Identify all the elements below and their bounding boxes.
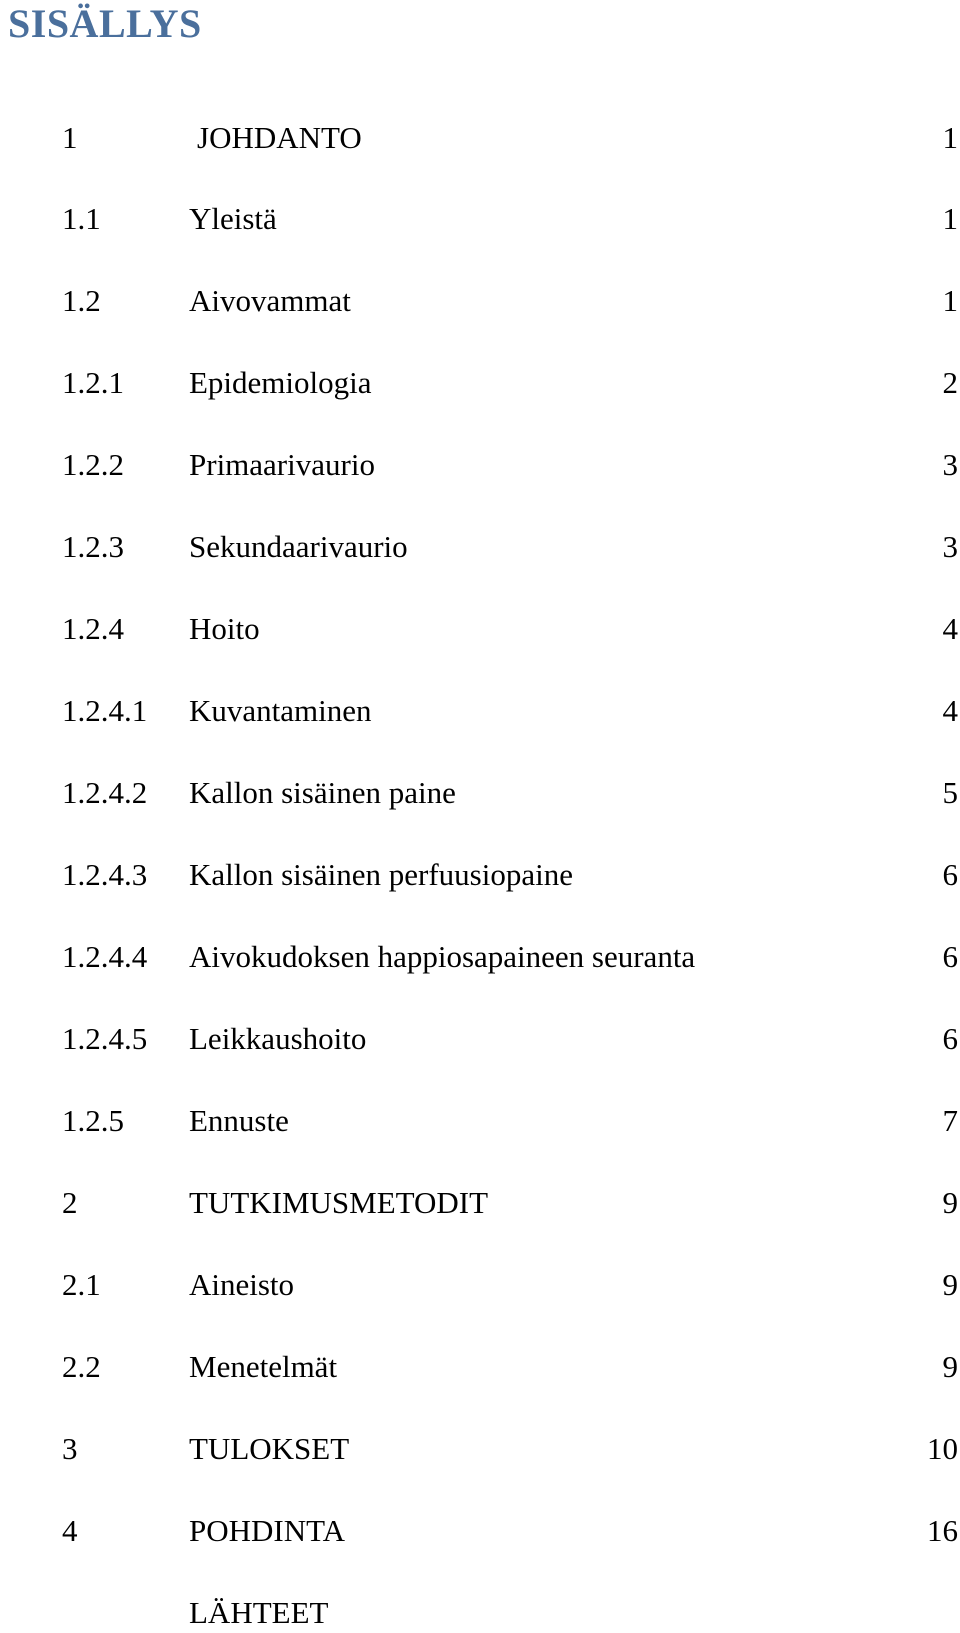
toc-entry-number: 4 xyxy=(62,1513,78,1548)
toc-entry-page: 4 xyxy=(942,611,958,646)
toc-entry-page: 1 xyxy=(942,283,958,318)
toc-entry-title: TUTKIMUSMETODIT xyxy=(189,1185,489,1220)
toc-entry-number: 2 xyxy=(62,1185,78,1220)
toc-entry-sekundaarivaurio[interactable] xyxy=(0,527,960,567)
toc-entry-leikkaushoito[interactable] xyxy=(0,1019,960,1059)
toc-entry-aivovammat[interactable] xyxy=(0,281,960,321)
toc-entry-title: TULOKSET xyxy=(189,1431,350,1466)
toc-entry-perfuusiopaine[interactable] xyxy=(0,855,960,895)
toc-entry-title: Aineisto xyxy=(189,1267,295,1302)
toc-entry-title: POHDINTA xyxy=(189,1513,345,1548)
toc-entry-title: Aivokudoksen happiosapaineen seuranta xyxy=(189,939,696,974)
toc-entry-tutkimusmetodit[interactable] xyxy=(0,1183,960,1223)
toc-entry-page: 9 xyxy=(942,1349,958,1384)
toc-entry-title: Aivovammat xyxy=(189,283,351,318)
toc-entry-title: Hoito xyxy=(189,611,260,646)
toc-entry-primaarivaurio[interactable] xyxy=(0,445,960,485)
toc-entry-title: Ennuste xyxy=(189,1103,289,1138)
toc-entry-page: 6 xyxy=(942,857,958,892)
toc-entry-number: 1.2 xyxy=(62,283,101,318)
toc-entry-number: 1.2.4.4 xyxy=(62,939,148,974)
toc-entry-title: JOHDANTO xyxy=(197,120,362,155)
toc-entry-number: 1.2.3 xyxy=(62,529,124,564)
toc-entry-happiosapaine[interactable] xyxy=(0,937,960,977)
toc-entry-title: Kuvantaminen xyxy=(189,693,372,728)
toc-entry-title: Primaarivaurio xyxy=(189,447,375,482)
toc-entry-title: Kallon sisäinen paine xyxy=(189,775,456,810)
toc-entry-page: 1 xyxy=(942,201,958,236)
toc-entry-title: Menetelmät xyxy=(189,1349,338,1384)
toc-entry-ennuste[interactable] xyxy=(0,1101,960,1141)
toc-entry-title: LÄHTEET xyxy=(189,1595,329,1630)
toc-entry-hoito[interactable] xyxy=(0,609,960,649)
page-title: SISÄLLYS xyxy=(8,1,202,46)
toc-entry-number: 1.2.4.5 xyxy=(62,1021,148,1056)
toc-entry-number: 1.2.1 xyxy=(62,365,124,400)
toc-entry-number: 1.2.4.3 xyxy=(62,857,148,892)
toc-entry-page: 16 xyxy=(927,1513,958,1548)
toc-entry-number: 1 xyxy=(62,120,78,155)
toc-entry-number: 1.2.2 xyxy=(62,447,124,482)
toc-entry-number: 3 xyxy=(62,1431,78,1466)
toc-entry-epidemiologia[interactable] xyxy=(0,363,960,403)
toc-entry-title: Kallon sisäinen perfuusiopaine xyxy=(189,857,573,892)
toc-entry-page: 4 xyxy=(942,693,958,728)
toc-entry-page: 1 xyxy=(942,120,958,155)
toc-entry-number: 2.2 xyxy=(62,1349,101,1384)
toc-entry-title: Epidemiologia xyxy=(189,365,372,400)
toc-entry-page: 9 xyxy=(942,1185,958,1220)
toc-entry-page: 3 xyxy=(942,447,958,482)
toc-entry-number: 1.1 xyxy=(62,201,101,236)
toc-entry-kuvantaminen[interactable] xyxy=(0,691,960,731)
toc-entry-kallon-sisainen-paine[interactable] xyxy=(0,773,960,813)
toc-entry-number: 1.2.4.2 xyxy=(62,775,148,810)
toc-entry-tulokset[interactable] xyxy=(0,1429,960,1469)
toc-entry-page: 6 xyxy=(942,1021,958,1056)
toc-entry-number: 1.2.4.1 xyxy=(62,693,148,728)
toc-entry-page: 7 xyxy=(942,1103,958,1138)
toc-entry-number: 1.2.4 xyxy=(62,611,124,646)
toc-entry-page: 10 xyxy=(927,1431,958,1466)
toc-entry-page: 6 xyxy=(942,939,958,974)
toc-entry-title: Leikkaushoito xyxy=(189,1021,367,1056)
toc-entry-title: Sekundaarivaurio xyxy=(189,529,408,564)
toc-entry-page: 2 xyxy=(942,365,958,400)
toc-entry-aineisto[interactable] xyxy=(0,1265,960,1305)
toc-entry-title: Yleistä xyxy=(189,201,277,236)
toc-entry-number: 2.1 xyxy=(62,1267,101,1302)
toc-entry-page: 3 xyxy=(942,529,958,564)
toc-entry-lahteet[interactable] xyxy=(0,1593,960,1633)
toc-entry-page: 5 xyxy=(942,775,958,810)
toc-entry-page: 9 xyxy=(942,1267,958,1302)
toc-entry-johdanto[interactable] xyxy=(0,118,960,158)
toc-entry-menetelmat[interactable] xyxy=(0,1347,960,1387)
toc-entry-number: 1.2.5 xyxy=(62,1103,124,1138)
toc-entry-pohdinta[interactable] xyxy=(0,1511,960,1551)
toc-entry-yleista[interactable] xyxy=(0,199,960,239)
